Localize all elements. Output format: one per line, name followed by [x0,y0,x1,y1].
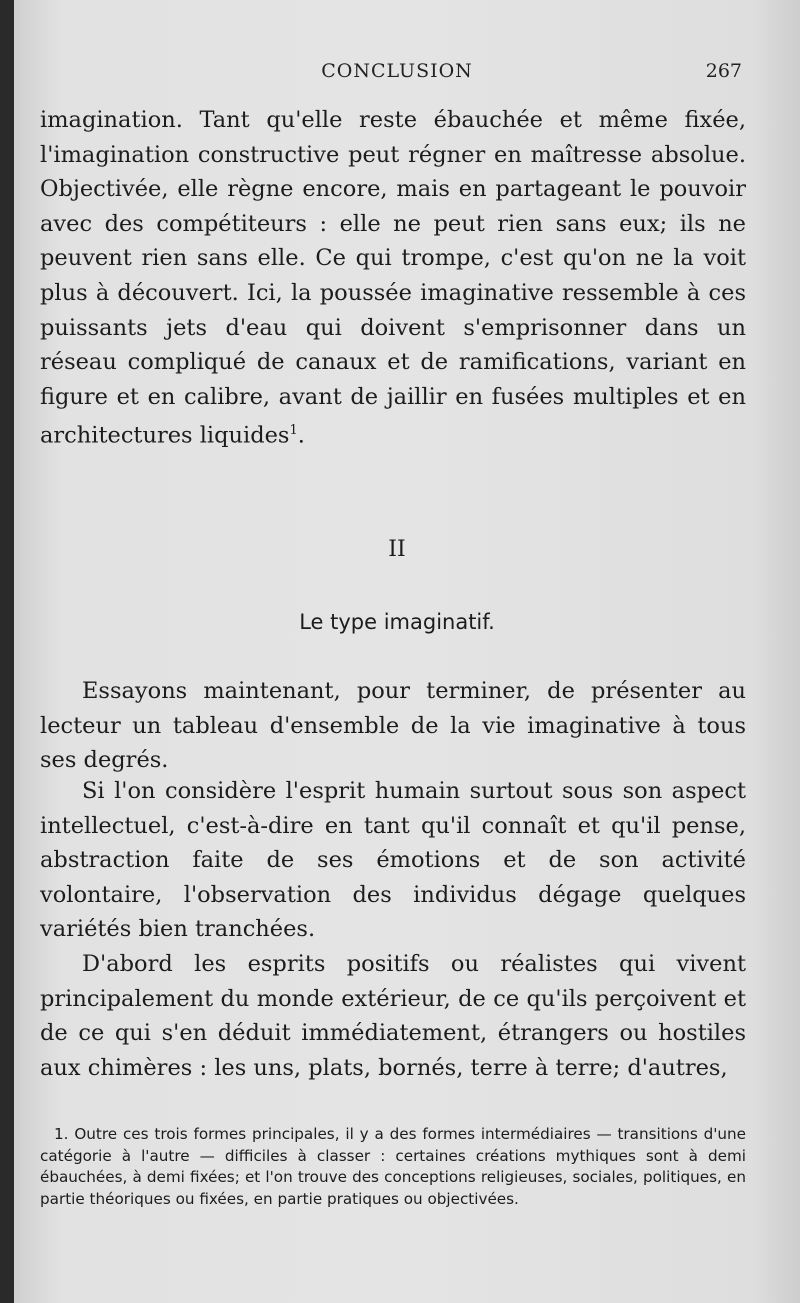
footnote: 1. Outre ces trois formes principales, il y a des formes intermédiaires — transitions d'une catégorie à l'autre — difficiles à classer : certaines créations mythiques sont à demi ébauchées, à demi fixées; et l'on trouve des conceptions religieuses, sociales, politiques, en partie théoriques ou fixées, en partie pratiques ou objectivées. [40,1125,746,1208]
running-header [14,60,800,90]
book-page [14,0,800,1303]
chapter-title: CONCLUSION [321,60,473,82]
footnote-reference: 1 [289,423,298,439]
paragraph: Essayons maintenant, pour terminer, de présenter au lecteur un tableau d'ensemble de la vie imaginative à tous ses degrés. [40,678,746,774]
paragraph-continued [40,103,746,453]
section-heading: Le type imaginatif. [299,610,495,634]
section-number: II [388,537,406,562]
paragraph-end-punctuation: . [297,422,305,449]
paragraph: Si l'on considère l'esprit humain surtout sous son aspect intellectuel, c'est-à-dire en tant qu'il connaît et qu'il pense, abstraction faite de ses émotions et de son activité volontaire, l'observation des individus dégage quelques variétés bien tranchées. [40,778,746,943]
paragraph-text: imagination. Tant qu'elle reste ébauchée et même fixée, l'imagination constructive peut régner en maîtresse absolue. Objectivée, elle règne encore, mais en partageant le pouvoir avec des compétiteurs : elle ne peut rien sans eux; ils ne peuvent rien sans elle. Ce qui trompe, c'est qu'on ne la voit plus à découvert. Ici, la poussée imaginative ressemble à ces puissants jets d'eau qui doivent s'emprisonner dans un réseau compliqué de canaux et de ramifications, variant en figure et en calibre, avant de jaillir en fusées multiples et en architectures liquides [40,107,746,449]
paragraph: D'abord les esprits positifs ou réalistes qui vivent principalement du monde extérieur, de ce qu'ils perçoivent et de ce qui s'en déduit immédiatement, étrangers ou hostiles aux chimères : les uns, plats, bornés, terre à terre; d'autres, [40,951,746,1081]
page-number: 267 [705,60,742,82]
